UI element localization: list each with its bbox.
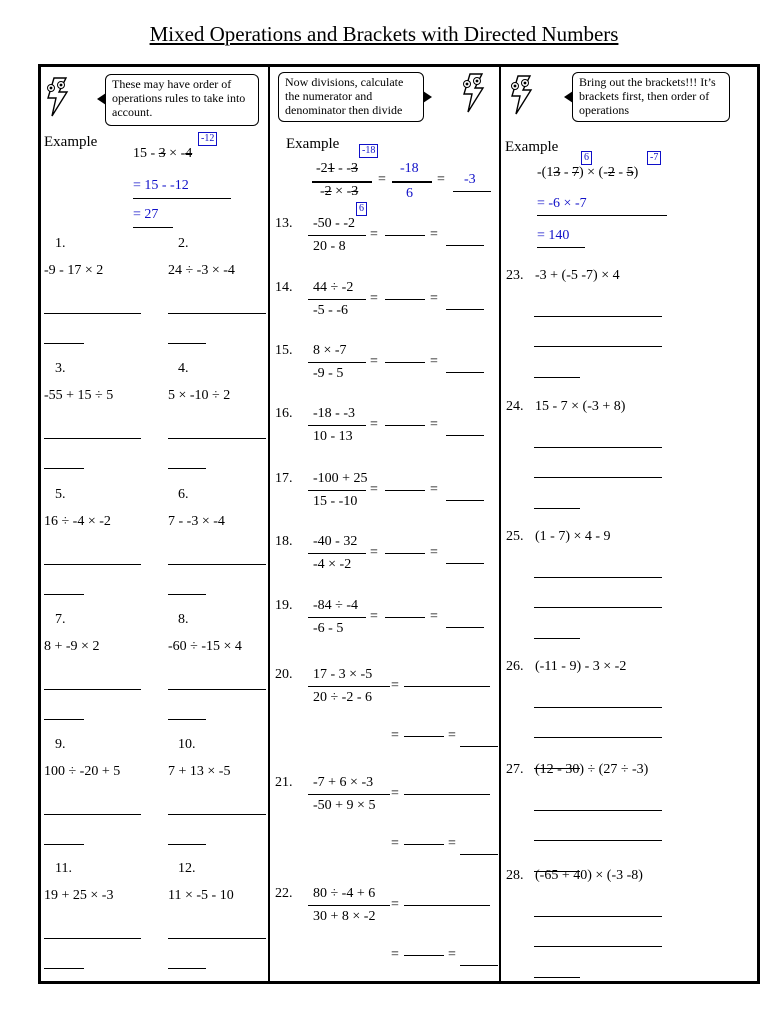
fraction-bar (308, 553, 366, 554)
question-expression: (-11 - 9) - 3 × -2 (535, 659, 627, 674)
example-3-step-2: = 140 (537, 228, 570, 243)
question-number: 26. (506, 659, 524, 674)
example-3-box-a: 6 (581, 151, 592, 165)
answer-line (44, 343, 84, 344)
fraction-denominator: -9 - 5 (313, 366, 344, 381)
question-number: 17. (275, 471, 293, 486)
fraction-numerator: -18 - -3 (313, 406, 355, 421)
question-number: 11. (55, 861, 72, 876)
example-2-fraction-numerator: -18 (400, 161, 419, 176)
answer-line (534, 840, 662, 841)
question-number: 12. (178, 861, 196, 876)
question-number: 18. (275, 534, 293, 549)
answer-line (534, 810, 662, 811)
example-1-box: -12 (198, 132, 217, 146)
question-number: 13. (275, 216, 293, 231)
answer-line (168, 564, 266, 565)
answer-line (534, 946, 662, 947)
answer-line (534, 977, 580, 978)
answer-line (404, 794, 490, 795)
answer-line (460, 854, 498, 855)
answer-line (385, 299, 425, 300)
instruction-bubble-3: Bring out the brackets!!! It’s brackets first, then order of operations (572, 72, 730, 122)
answer-line (446, 245, 484, 246)
question-expression: -9 - 17 × 2 (44, 263, 104, 278)
instruction-bubble-2: Now divisions, calculate the numerator and denominator then divide (278, 72, 424, 122)
answer-line (404, 844, 444, 845)
answer-line (385, 553, 425, 554)
question-expression: (1 - 7) × 4 - 9 (535, 529, 611, 544)
question-number: 20. (275, 667, 293, 682)
question-number: 14. (275, 280, 293, 295)
fraction-numerator: -50 - -2 (313, 216, 355, 231)
answer-line (168, 689, 266, 690)
fraction-numerator: 17 - 3 × -5 (313, 667, 373, 682)
column-divider-2 (499, 64, 501, 984)
answer-line (385, 425, 425, 426)
fraction-numerator: 44 ÷ -2 (313, 280, 354, 295)
example-2-box-top: -18 (359, 144, 378, 158)
answer-line (168, 968, 206, 969)
example-2-denominator: -2 × -3 (320, 184, 359, 199)
answer-line (168, 313, 266, 314)
example-1-expression: 15 - 3 × -4 (133, 146, 193, 161)
question-number: 1. (55, 236, 66, 251)
lightning-mascot-icon (508, 74, 534, 116)
column-divider-1 (268, 64, 270, 984)
fraction-bar (308, 617, 366, 618)
example-2-answer: -3 (464, 172, 476, 187)
question-expression: -55 + 15 ÷ 5 (44, 388, 114, 403)
answer-line (168, 719, 206, 720)
answer-line (404, 905, 490, 906)
example-3-box-b: -7 (647, 151, 661, 165)
question-number: 3. (55, 361, 66, 376)
question-expression: 7 - -3 × -4 (168, 514, 225, 529)
question-expression: 7 + 13 × -5 (168, 764, 231, 779)
question-expression: 100 ÷ -20 + 5 (44, 764, 121, 779)
answer-line (460, 746, 498, 747)
answer-line (44, 594, 84, 595)
question-number: 16. (275, 406, 293, 421)
fraction-numerator: -40 - 32 (313, 534, 358, 549)
answer-line (446, 309, 484, 310)
answer-line (446, 372, 484, 373)
answer-line (446, 563, 484, 564)
question-expression: 24 ÷ -3 × -4 (168, 263, 235, 278)
question-expression: -3 + (-5 -7) × 4 (535, 268, 620, 283)
answer-line (44, 719, 84, 720)
question-expression: -60 ÷ -15 × 4 (168, 639, 242, 654)
answer-line (385, 617, 425, 618)
question-expression: 15 - 7 × (-3 + 8) (535, 399, 626, 414)
example-label-2: Example (286, 136, 340, 152)
question-number: 25. (506, 529, 524, 544)
answer-line (168, 468, 206, 469)
question-number: 24. (506, 399, 524, 414)
question-number: 8. (178, 612, 189, 627)
fraction-denominator: -50 + 9 × 5 (313, 798, 376, 813)
question-expression: 8 + -9 × 2 (44, 639, 100, 654)
question-expression: 5 × -10 ÷ 2 (168, 388, 231, 403)
answer-line (460, 965, 498, 966)
question-number: 19. (275, 598, 293, 613)
answer-line (446, 435, 484, 436)
example-1-step-2: = 27 (133, 207, 159, 222)
answer-line (44, 438, 141, 439)
question-expression: (12 - 30) ÷ (27 ÷ -3) (535, 762, 649, 777)
example-2-box-bottom: 6 (356, 202, 367, 216)
fraction-bar (308, 794, 390, 795)
answer-line (168, 938, 266, 939)
answer-line (404, 736, 444, 737)
answer-line (44, 468, 84, 469)
example-2-numerator: -21 - -3 (316, 161, 358, 176)
question-number: 4. (178, 361, 189, 376)
fraction-denominator: 30 + 8 × -2 (313, 909, 376, 924)
answer-line (534, 607, 662, 608)
example-2-fraction-denominator: 6 (406, 186, 413, 201)
answer-line (534, 377, 580, 378)
question-expression: 16 ÷ -4 × -2 (44, 514, 111, 529)
answer-line (534, 916, 662, 917)
answer-line (44, 564, 141, 565)
question-number: 5. (55, 487, 66, 502)
fraction-bar (308, 425, 366, 426)
answer-line (534, 447, 662, 448)
question-number: 21. (275, 775, 293, 790)
question-number: 2. (178, 236, 189, 251)
question-expression: 11 × -5 - 10 (168, 888, 234, 903)
answer-line (44, 938, 141, 939)
answer-line (534, 477, 662, 478)
fraction-bar (308, 905, 390, 906)
fraction-bar (308, 235, 366, 236)
fraction-denominator: 15 - -10 (313, 494, 358, 509)
question-number: 15. (275, 343, 293, 358)
fraction-denominator: 10 - 13 (313, 429, 353, 444)
answer-line (168, 343, 206, 344)
fraction-numerator: -7 + 6 × -3 (313, 775, 374, 790)
example-3-expression: -(13 - 7) × (-2 - 5) (537, 165, 639, 180)
instruction-bubble-1: These may have order of operations rules to take into account. (105, 74, 259, 126)
lightning-mascot-icon (460, 72, 486, 114)
answer-line (404, 955, 444, 956)
answer-line (168, 844, 206, 845)
answer-line (534, 737, 662, 738)
answer-line (534, 316, 662, 317)
question-number: 7. (55, 612, 66, 627)
answer-line (534, 508, 580, 509)
answer-line (44, 844, 84, 845)
question-expression: 19 + 25 × -3 (44, 888, 114, 903)
answer-line (44, 689, 141, 690)
question-number: 23. (506, 268, 524, 283)
question-number: 9. (55, 737, 66, 752)
answer-line (385, 490, 425, 491)
question-number: 27. (506, 762, 524, 777)
worksheet-frame (38, 64, 760, 984)
answer-line (168, 438, 266, 439)
answer-line (44, 313, 141, 314)
fraction-numerator: -100 + 25 (313, 471, 368, 486)
example-label-1: Example (44, 134, 98, 150)
example-1-step-1: = 15 - -12 (133, 178, 189, 193)
lightning-mascot-icon (44, 76, 70, 118)
fraction-denominator: -6 - 5 (313, 621, 344, 636)
answer-line (534, 577, 662, 578)
question-expression: (-65 + 40) × (-3 -8) (535, 868, 643, 883)
example-label-3: Example (505, 139, 559, 155)
question-number: 28. (506, 868, 524, 883)
fraction-bar (308, 686, 390, 687)
question-number: 6. (178, 487, 189, 502)
fraction-bar (308, 490, 366, 491)
page-title: Mixed Operations and Brackets with Directed Numbers (149, 22, 619, 46)
answer-line (44, 814, 141, 815)
answer-line (404, 686, 490, 687)
fraction-bar (308, 362, 366, 363)
answer-line (168, 594, 206, 595)
fraction-numerator: 8 × -7 (313, 343, 347, 358)
answer-line (44, 968, 84, 969)
fraction-numerator: -84 ÷ -4 (313, 598, 359, 613)
fraction-denominator: 20 ÷ -2 - 6 (313, 690, 373, 705)
answer-line (534, 346, 662, 347)
question-number: 10. (178, 737, 196, 752)
answer-line (534, 638, 580, 639)
question-number: 22. (275, 886, 293, 901)
fraction-denominator: -4 × -2 (313, 557, 352, 572)
answer-line (168, 814, 266, 815)
answer-line (534, 707, 662, 708)
fraction-denominator: -5 - -6 (313, 303, 348, 318)
fraction-numerator: 80 ÷ -4 + 6 (313, 886, 376, 901)
example-3-step-1: = -6 × -7 (537, 196, 587, 211)
fraction-bar (308, 299, 366, 300)
answer-line (385, 235, 425, 236)
answer-line (446, 500, 484, 501)
fraction-denominator: 20 - 8 (313, 239, 346, 254)
answer-line (446, 627, 484, 628)
answer-line (385, 362, 425, 363)
